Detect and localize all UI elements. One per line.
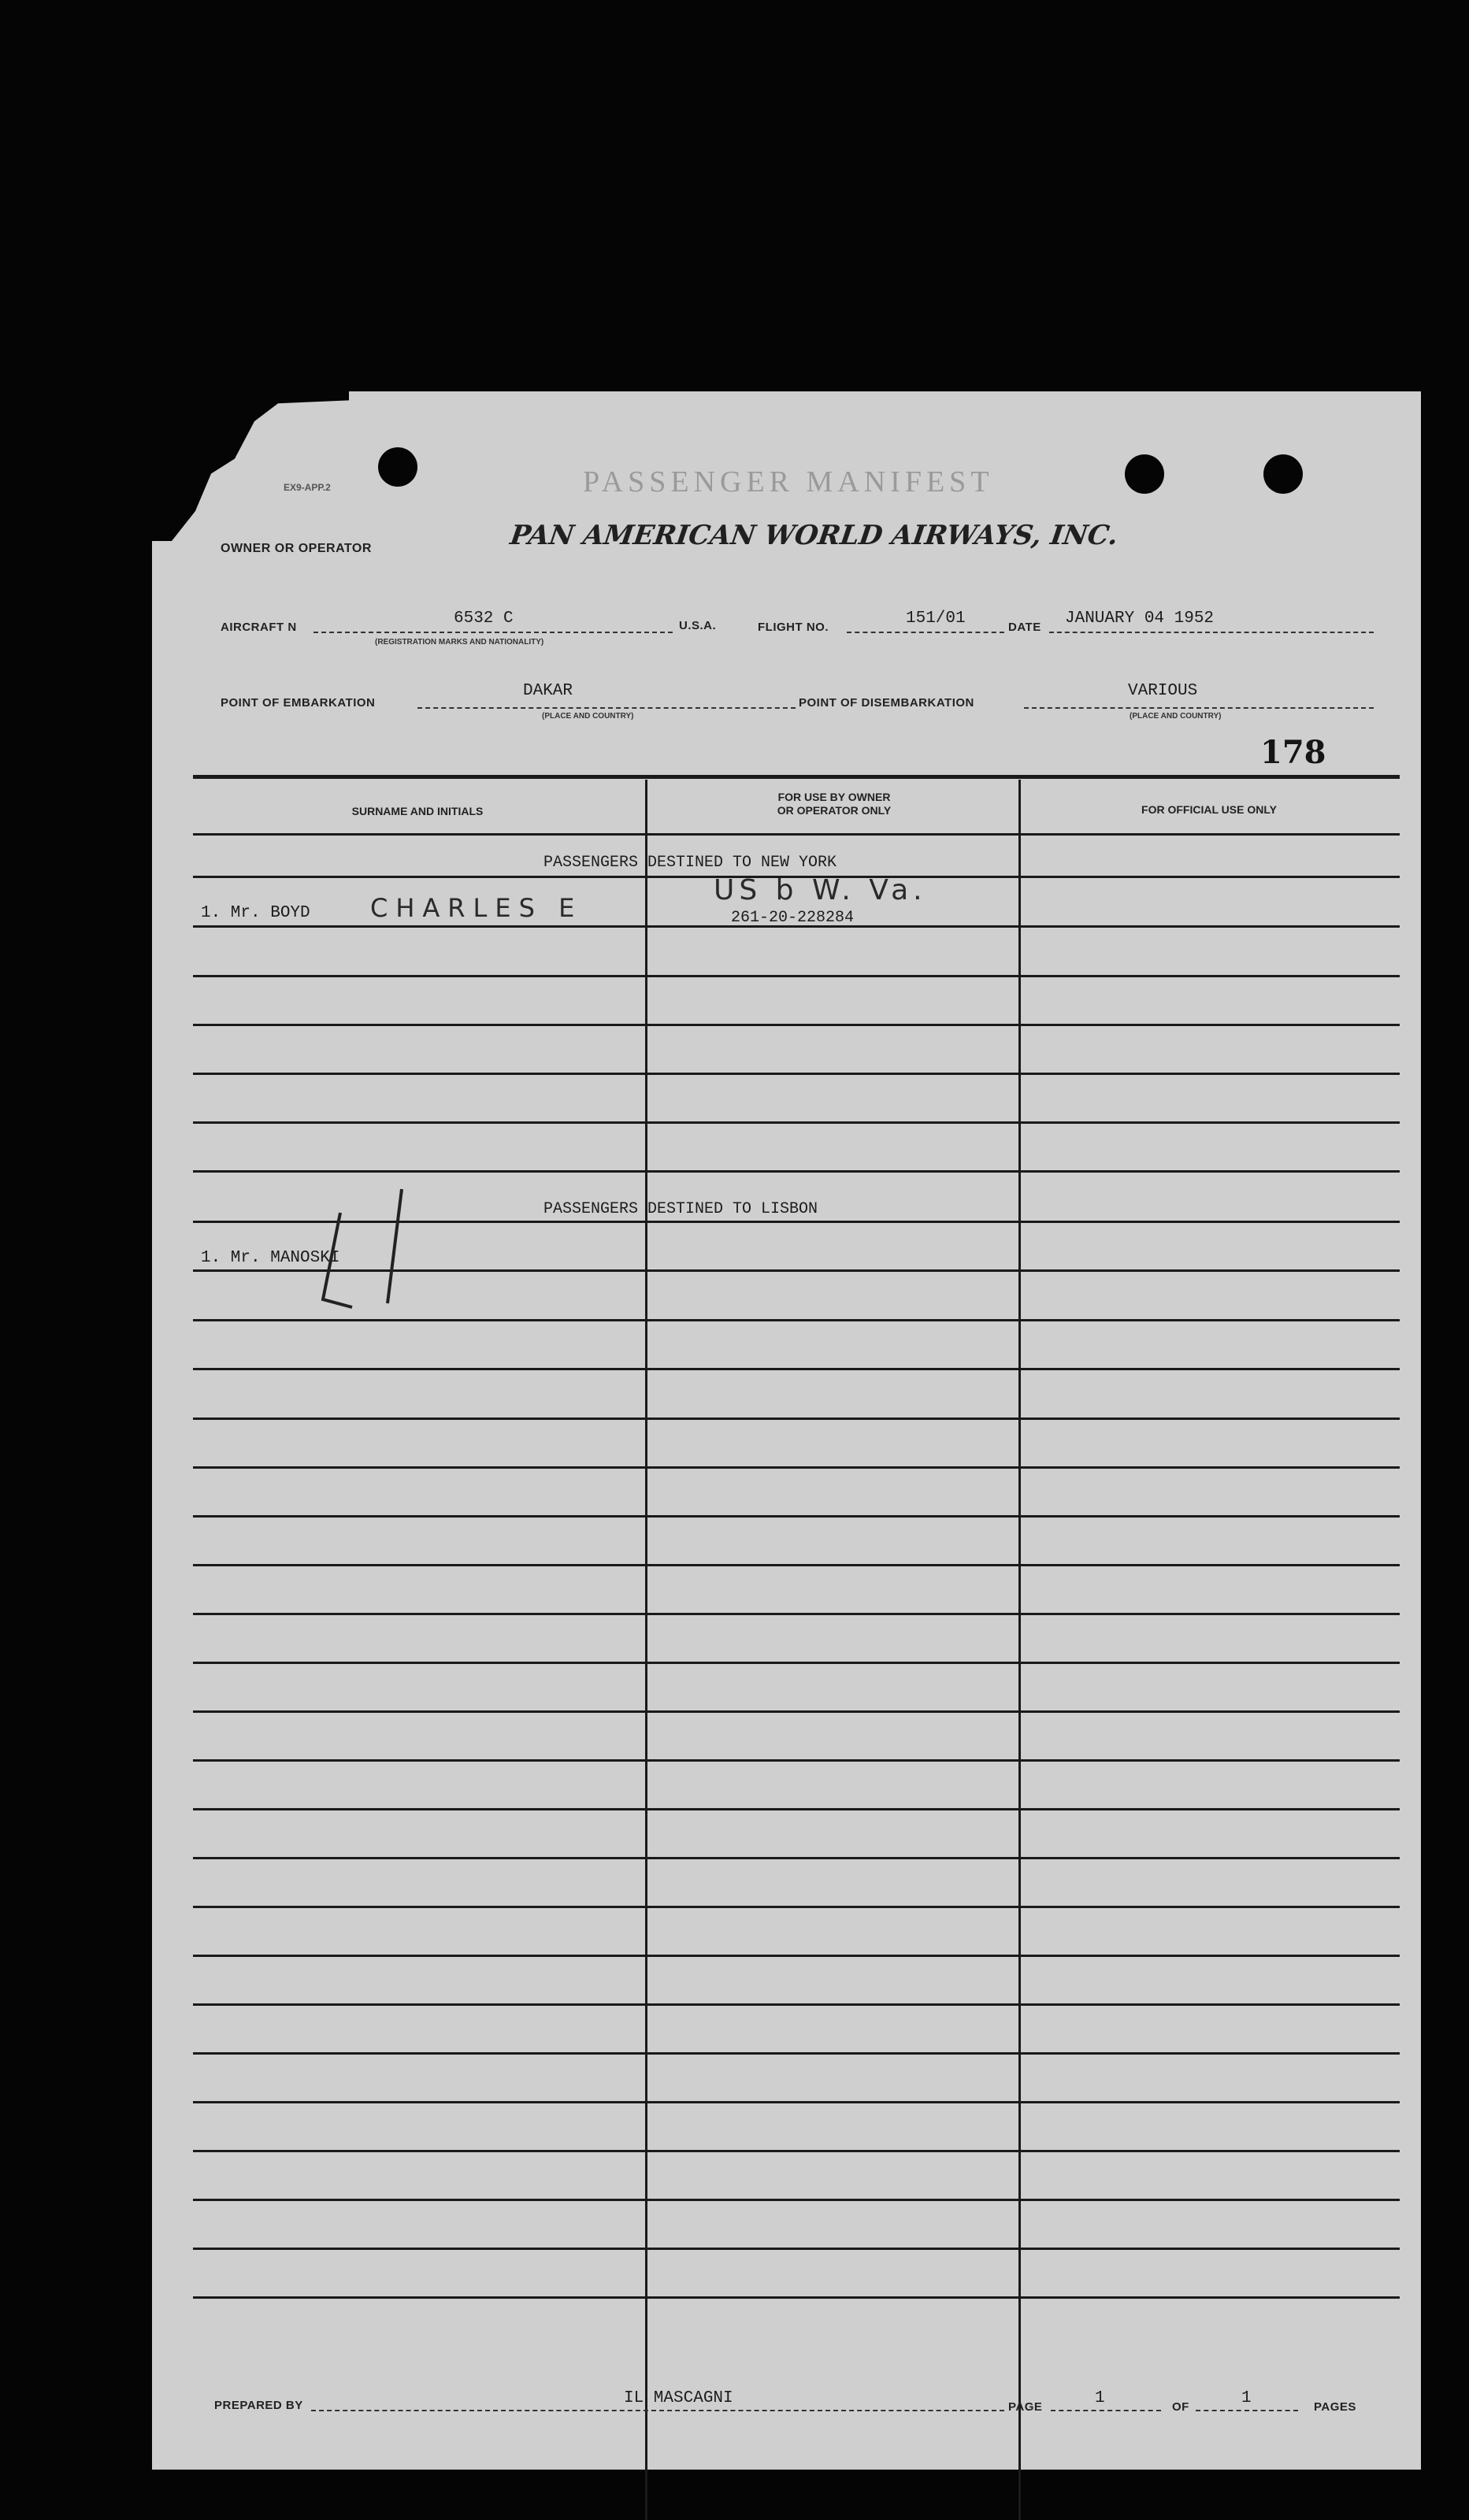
flight-value: 151/01 <box>906 610 966 628</box>
table-rule-line <box>193 975 1400 977</box>
embark-underline <box>417 707 796 709</box>
col-surname-header: SURNAME AND INITIALS <box>351 805 484 817</box>
date-underline <box>1049 632 1374 633</box>
operator-reference: 261-20-228284 <box>731 909 855 927</box>
embark-label: POINT OF EMBARKATION <box>221 696 376 710</box>
table-rule-line <box>193 1024 1400 1026</box>
punch-hole-left <box>378 447 417 487</box>
page-value: 1 <box>1095 2389 1105 2407</box>
table-rule-line <box>193 1710 1400 1713</box>
table-top-rule <box>193 775 1400 779</box>
table-rule-line <box>193 1515 1400 1518</box>
of-value: 1 <box>1241 2389 1252 2407</box>
disembark-value: VARIOUS <box>1128 682 1198 700</box>
of-label: OF <box>1172 2400 1189 2414</box>
passenger-2-name: 1. Mr. MANOSKI <box>201 1249 340 1267</box>
table-rule-line <box>193 1857 1400 1859</box>
table-rule-line <box>193 2248 1400 2250</box>
section-header-lisbon: PASSENGERS DESTINED TO LISBON <box>543 1200 818 1218</box>
aircraft-value: 6532 C <box>454 610 514 628</box>
company-name: PAN AMERICAN WORLD AIRWAYS, INC. <box>508 520 1120 551</box>
manifest-title: PASSENGER MANIFEST <box>583 465 994 498</box>
table-rule-line <box>193 1564 1400 1566</box>
date-value: JANUARY 04 1952 <box>1065 610 1215 628</box>
table-rule-line <box>193 2052 1400 2055</box>
registration-caption: (REGISTRATION MARKS AND NATIONALITY) <box>375 638 544 647</box>
col-operator-header-line1: FOR USE BY OWNER <box>777 791 891 803</box>
disembark-label: POINT OF DISEMBARKATION <box>799 696 974 710</box>
prepared-underline <box>311 2410 1004 2411</box>
punch-hole-right <box>1263 454 1303 494</box>
handwritten-bracket-mark <box>309 1181 419 1315</box>
table-rule-line <box>193 1955 1400 1957</box>
aircraft-label: AIRCRAFT N <box>221 621 297 634</box>
table-rule-line <box>193 2199 1400 2201</box>
of-underline <box>1196 2410 1298 2411</box>
table-rule-line <box>193 2150 1400 2152</box>
flight-label: FLIGHT NO. <box>758 621 829 634</box>
table-rule-line <box>193 2003 1400 2006</box>
table-rule-line <box>193 1759 1400 1762</box>
col-operator-header-line2: OR OPERATOR ONLY <box>777 804 892 817</box>
table-rule-line <box>193 2296 1400 2299</box>
page-underline <box>1051 2410 1161 2411</box>
embark-value: DAKAR <box>523 682 573 700</box>
section-header-new-york: PASSENGERS DESTINED TO NEW YORK <box>543 854 837 872</box>
form-code: EX9-APP.2 <box>284 482 331 493</box>
column-divider-2 <box>1018 780 1021 2520</box>
disembark-caption: (PLACE AND COUNTRY) <box>1130 712 1222 721</box>
passenger-1-name: 1. Mr. BOYD <box>201 904 310 922</box>
table-rule-line <box>193 1418 1400 1420</box>
embark-caption: (PLACE AND COUNTRY) <box>542 712 634 721</box>
usa-label: U.S.A. <box>679 619 717 632</box>
owner-label: OWNER OR OPERATOR <box>221 542 372 555</box>
flight-underline <box>847 632 1004 633</box>
table-rule-line <box>193 2101 1400 2103</box>
table-rule-line <box>193 1319 1400 1321</box>
table-rule-line <box>193 1906 1400 1908</box>
table-rule-line <box>193 1662 1400 1664</box>
table-rule-line <box>193 1368 1400 1370</box>
pages-label: PAGES <box>1314 2400 1356 2414</box>
page-label: PAGE <box>1008 2400 1043 2414</box>
handwritten-first-name: CHARLES E <box>370 893 583 923</box>
table-rule-line <box>193 833 1400 836</box>
date-label: DATE <box>1008 621 1041 634</box>
prepared-value: IL MASCAGNI <box>624 2389 733 2407</box>
page-number-stamp: 178 <box>1260 734 1326 771</box>
table-rule-line <box>193 1808 1400 1810</box>
disembark-underline <box>1024 707 1374 709</box>
punch-hole-middle <box>1125 454 1164 494</box>
table-rule-line <box>193 1466 1400 1469</box>
table-rule-line <box>193 1170 1400 1173</box>
handwritten-note: US b W. Va. <box>714 874 927 906</box>
column-divider-1 <box>645 780 647 2520</box>
table-rule-line <box>193 1613 1400 1615</box>
prepared-label: PREPARED BY <box>214 2399 303 2412</box>
table-rule-line <box>193 1073 1400 1075</box>
col-official-header: FOR OFFICIAL USE ONLY <box>1141 803 1277 816</box>
table-rule-line <box>193 1121 1400 1124</box>
aircraft-underline <box>313 632 673 633</box>
